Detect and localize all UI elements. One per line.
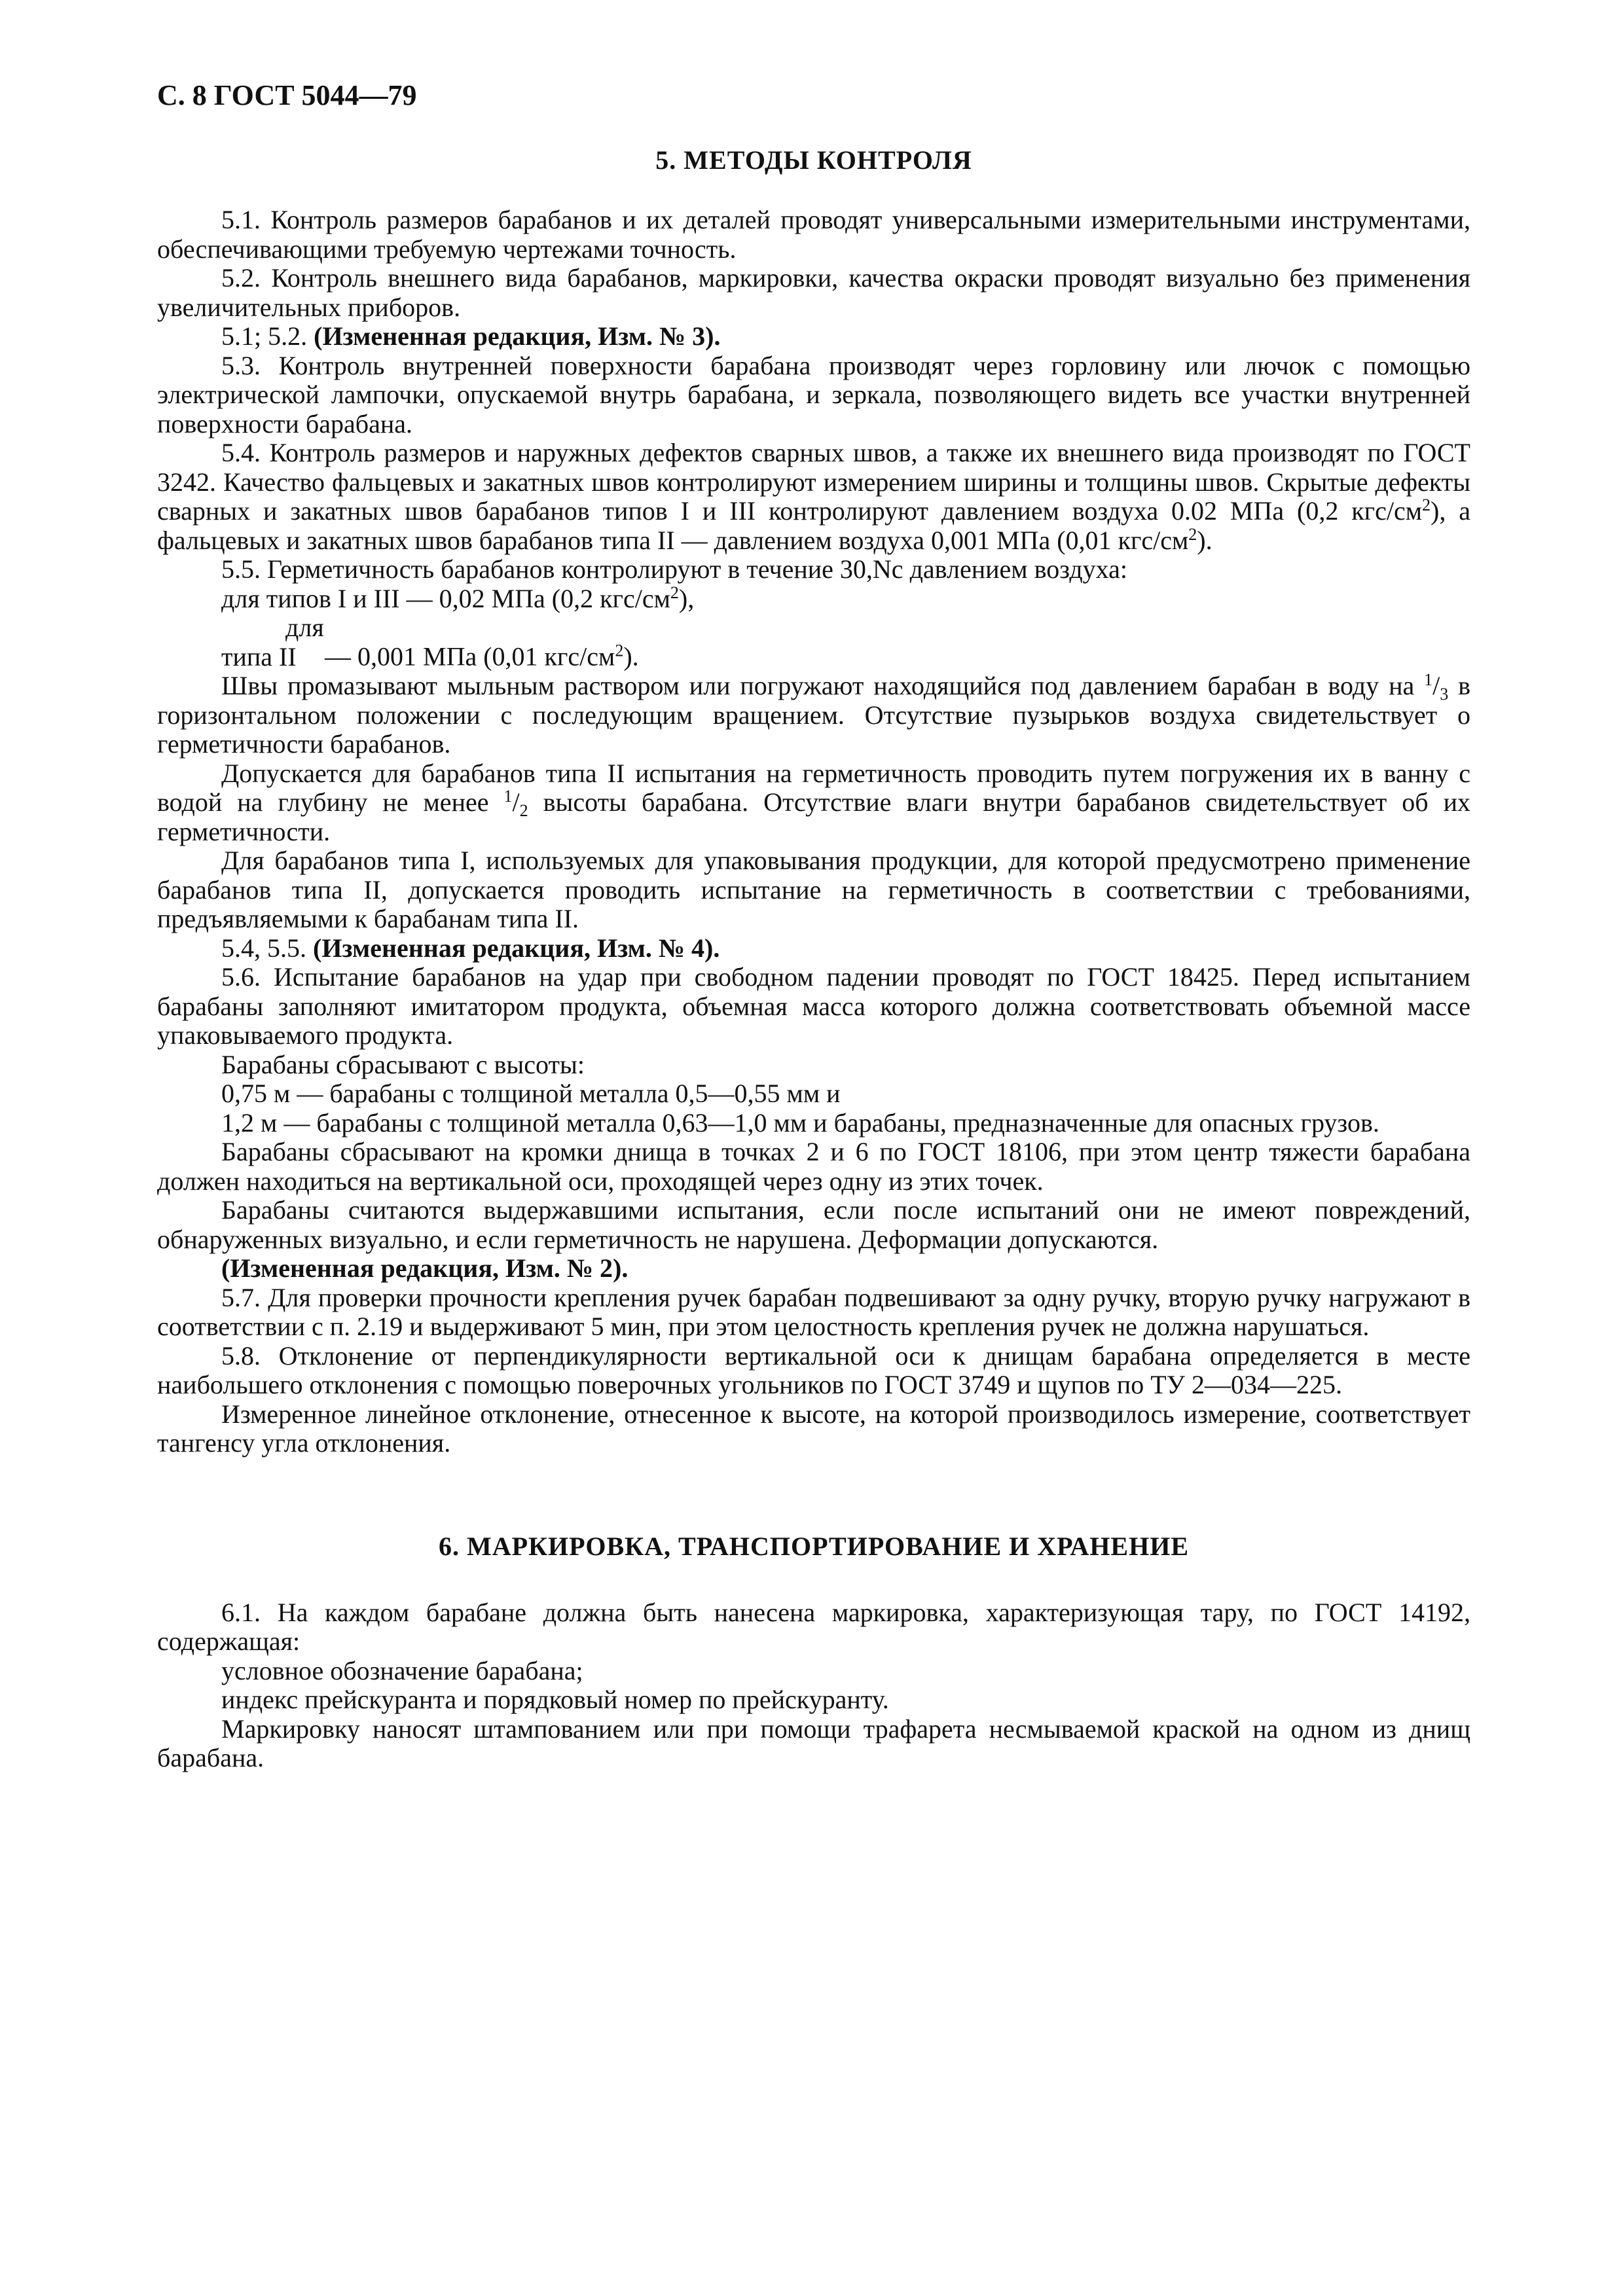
pressure-types-1-3-end: ),: [678, 583, 695, 613]
clause-5-4: [157, 439, 1470, 555]
type-1-paragraph: Для барабанов типа I, используемых для упаковывания продукции, для которой предусмотрено применение барабанов типа II, допускается проводить испытание на герметичность в соответствии с требованиями, предъявляемыми к барабанам типа II.: [157, 846, 1470, 933]
superscript: 2: [615, 641, 624, 660]
drop-edges-paragraph: Барабаны сбрасывают на кромки днища в точках 2 и 6 по ГОСТ 18106, при этом центр тяжести барабана должен находиться на вертикальной оси, проходящей через одну из этих точек.: [157, 1137, 1470, 1196]
fraction-denominator: 2: [519, 801, 528, 820]
seams-paragraph: Швы промазывают мыльным раствором или погружают находящийся под давлением барабан в воду на $^1/_3$ в горизонтальном положении с последующим вращением. Отсутствие пузырьков воздуха свидетельствует о герметичности барабанов.: [157, 670, 1470, 759]
superscript: 2: [670, 583, 679, 602]
amendment-ref: 5.1; 5.2.: [221, 321, 314, 351]
passed-paragraph: Барабаны считаются выдержавшими испытания, если после испытаний они не имеют повреждений, обнаруженных визуально, и если герметичность не нарушена. Деформации допускаются.: [157, 1195, 1470, 1254]
pressure-type-2: [157, 613, 1470, 672]
measured-deviation-paragraph: Измеренное линейное отклонение, отнесенное к высоте, на которой производилось измерение, соответствует тангенсу угла отклонения.: [157, 1399, 1470, 1458]
type-2-end: ).: [623, 641, 639, 672]
seams-text-a: Швы промазывают мыльным раствором или погружают находящийся под давлением барабан в воду на: [221, 671, 1425, 700]
marking-item-price-index: индекс прейскуранта и порядковый номер по прейскуранту.: [221, 1685, 889, 1714]
clause-5-7: 5.7. Для проверки прочности крепления ручек барабан подвешивают за одну ручку, вторую ручку нагружают в соответствии с п. 2.19 и выдерживают 5 мин, при этом целостность крепления ручек не должна нарушаться.: [157, 1282, 1470, 1341]
fraction-denominator: 3: [1440, 685, 1449, 704]
amendment-text: (Измененная редакция, Изм. № 4).: [313, 933, 720, 963]
clause-5-1: 5.1. Контроль размеров барабанов и их деталей проводят универсальными измерительными инструментами, обеспечивающими требуемую чертежами точность.: [157, 205, 1470, 264]
document-page: [157, 79, 1470, 1773]
marking-item-designation: условное обозначение барабана;: [221, 1655, 583, 1685]
amendment-note-5-4-5-5: [157, 934, 1470, 963]
fraction-numerator: 1: [1424, 670, 1433, 689]
drop-height-intro: Барабаны сбрасывают с высоты:: [221, 1049, 585, 1079]
pressure-types-1-3: [157, 584, 1470, 614]
clause-5-3: 5.3. Контроль внутренней поверхности барабана производят через горловину или лючок с помощью электрической лампочки, опускаемой внутрь барабана, и зеркала, позволяющего видеть все участки внутренней поверхности барабана.: [157, 350, 1470, 439]
section-6-title: 6. МАРКИРОВКА, ТРАНСПОРТИРОВАНИЕ И ХРАНЕНИЕ: [438, 1531, 1190, 1561]
seams-text-b: в горизонтальном положении с последующим вращением. Отсутствие пузырьков воздуха свидетельствует о герметичности барабанов.: [157, 671, 1470, 759]
clause-5-4-text-a: 5.4. Контроль размеров и наружных дефектов сварных швов, а также их внешнего вида производят по ГОСТ 3242. Качество фальцевых и закатных швов контролируют измерением ширины и толщины швов. Скрытые дефекты сварных и закатных швов барабанов типов I и III контролируют давлением воздуха 0.02 МПа (0,2 кгс/см: [157, 438, 1470, 526]
clause-5-6: 5.6. Испытание барабанов на удар при свободном падении проводят по ГОСТ 18425. Перед испытанием барабаны заполняют имитатором продукта, объемная масса которого должна соответствовать объемной массе упаковываемого продукта.: [157, 962, 1470, 1050]
drop-height-12: 1,2 м — барабаны с толщиной металла 0,63—1,0 мм и барабаны, предназначенные для опасных грузов.: [221, 1107, 1379, 1138]
fraction-numerator: 1: [503, 787, 513, 806]
immersion-paragraph: Допускается для барабанов типа II испытания на герметичность проводить путем погружения их в ванну с водой на глубину не менее $^1/_2$ высоты барабана. Отсутствие влаги внутри барабанов свидетельствует об их герметичности.: [157, 758, 1471, 846]
amendment-note-5-1-5-2: [157, 322, 1470, 351]
clause-5-4-text-b: ), а фальцевых и закатных швов барабанов типа II — давлением воздуха 0,001 МПа (0,01 кгс/см: [157, 496, 1470, 555]
amendment-text: (Измененная редакция, Изм. № 3).: [314, 321, 721, 351]
pressure-types-1-3-text: для типов I и III — 0,02 МПа (0,2 кгс/см: [221, 583, 670, 613]
clause-6-1: 6.1. На каждом барабане должна быть нанесена маркировка, характеризующая тару, по ГОСТ 14192, содержащая:: [157, 1597, 1470, 1656]
immersion-text-b: высоты барабана. Отсутствие влаги внутри барабанов свидетельствует об их герметичности.: [157, 787, 1471, 846]
section-5-title: 5. МЕТОДЫ КОНТРОЛЯ: [655, 145, 972, 175]
clause-5-5: 5.5. Герметичность барабанов контролируют в течение 30,Nc давлением воздуха:: [221, 554, 1128, 584]
amendment-note-5-6: [157, 1254, 1470, 1283]
superscript: 2: [1422, 495, 1431, 514]
clause-5-2: 5.2. Контроль внешнего вида барабанов, маркировки, качества окраски проводят визуально без применения увеличительных приборов.: [157, 263, 1470, 322]
type-2-text: — 0,001 МПа (0,01 кгс/см: [325, 641, 615, 672]
drop-height-075: 0,75 м — барабаны с толщиной металла 0,5—0,55 мм и: [221, 1079, 841, 1108]
immersion-text-a: Допускается для барабанов типа II испытания на герметичность проводить путем погружения их в ванну с водой на глубину не менее: [157, 758, 1470, 817]
amendment-ref: 5.4, 5.5.: [221, 933, 313, 963]
marking-method-paragraph: Маркировку наносят штампованием или при помощи трафарета несмываемой краской на одном из днищ барабана.: [157, 1713, 1470, 1772]
superscript: 2: [1188, 524, 1197, 544]
clause-5-8: 5.8. Отклонение от перпендикулярности вертикальной оси к днищам барабана определяется в месте наибольшего отклонения с помощью поверочных угольников по ГОСТ 3749 и щупов по ТУ 2—034—225.: [157, 1340, 1470, 1399]
page-header: С. 8 ГОСТ 5044—79: [157, 79, 417, 111]
type-2-label: для типа II: [221, 613, 324, 672]
clause-5-4-text-c: ).: [1197, 525, 1213, 555]
amendment-text: (Измененная редакция, Изм. № 2).: [221, 1253, 629, 1283]
